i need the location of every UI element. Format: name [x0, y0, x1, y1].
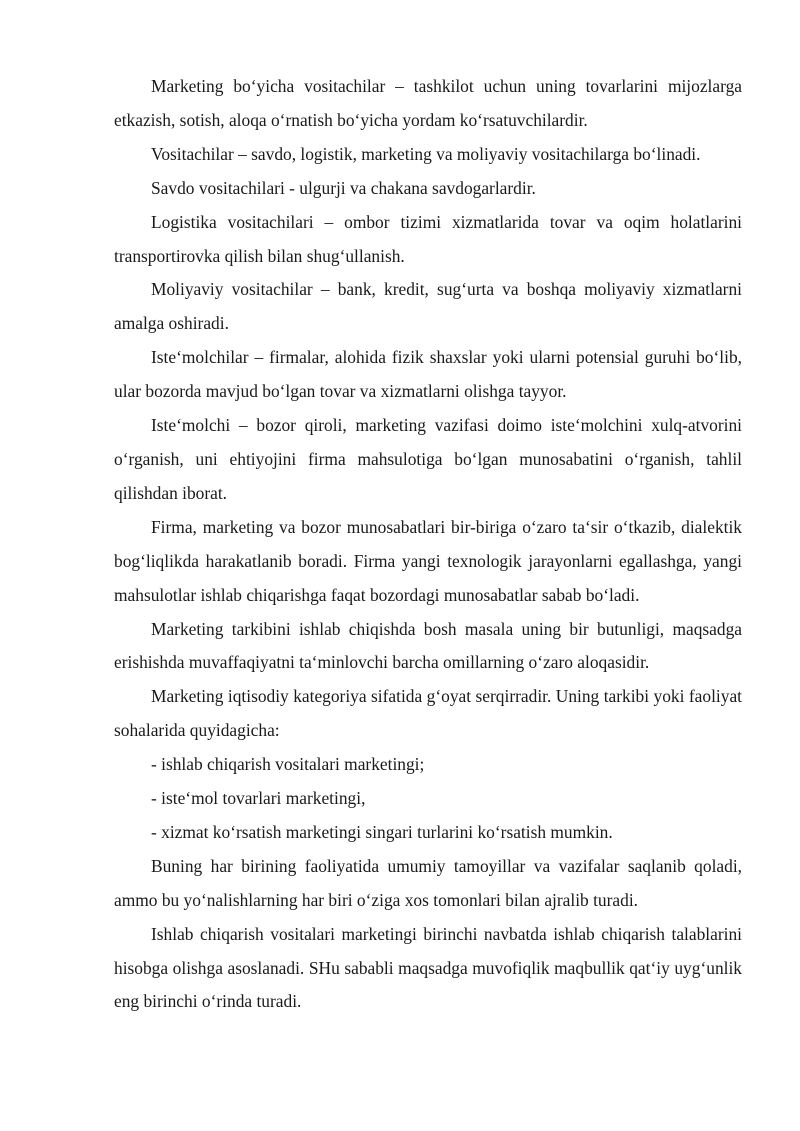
paragraph-firm-market-relations: Firma, marketing va bozor munosabatlari bir-biriga o‘zaro ta‘sir o‘tkazib, dialektik bog‘liqlikda harakatlanib boradi. Firma yangi texnologik jarayonlarni egallashga, yangi mahsulotlar ishlab chiqarishga faqat bozordagi munosabatlar sabab bo‘ladi. — [114, 516, 742, 605]
paragraph-consumers: Iste‘molchilar – firmalar, alohida fizik shaxslar yoki ularni potensial guruhi bo‘lib, ular bozorda mavjud bo‘lgan tovar va xizmatlarni olishga tayyor. — [114, 347, 742, 402]
paragraph-intermediaries-types: Vositachilar – savdo, logistik, marketing va moliyaviy vositachilarga bo‘linadi. — [151, 143, 701, 164]
list-item-consumer-goods-marketing: - iste‘mol tovarlari marketingi, — [151, 788, 366, 809]
paragraph-common-principles: Buning har birining faoliyatida umumiy tamoyillar va vazifalar saqlanib qoladi, ammo bu yo‘nalishlarning har biri o‘ziga xos tomonlari bilan ajralib turadi. — [114, 855, 742, 910]
paragraph-marketing-category: Marketing iqtisodiy kategoriya sifatida g‘oyat serqirradir. Uning tarkibi yoki faoliyat sohalarida quyidagicha: — [114, 686, 742, 741]
list-item-service-marketing: - xizmat ko‘rsatish marketingi singari turlarini ko‘rsatish mumkin. — [151, 821, 613, 842]
paragraph-financial-intermediaries: Moliyaviy vositachilar – bank, kredit, sug‘urta va boshqa moliyaviy xizmatlarni amalga oshiradi. — [114, 279, 742, 334]
list-item-production-marketing: - ishlab chiqarish vositalari marketingi; — [151, 754, 425, 775]
paragraph-intermediaries-definition: Marketing bo‘yicha vositachilar – tashkilot uchun uning tovarlarini mijozlarga etkazish, sotish, aloqa o‘rnatish bo‘yicha yordam ko‘rsatuvchilardir. — [114, 76, 742, 130]
paragraph-marketing-structure: Marketing tarkibini ishlab chiqishda bosh masala uning bir butunligi, maqsadga erishishda muvaffaqiyatni ta‘minlovchi barcha omillarning o‘zaro aloqasidir. — [114, 618, 742, 673]
paragraph-production-means-marketing: Ishlab chiqarish vositalari marketingi birinchi navbatda ishlab chiqarish talablarini hisobga olishga asoslanadi. SHu sababli maqsadga muvofiqlik maqbullik qat‘iy uyg‘unlik eng birinchi o‘rinda turadi. — [114, 923, 742, 1012]
paragraph-consumer-king: Iste‘molchi – bozor qiroli, marketing vazifasi doimo iste‘molchini xulq-atvorini o‘rganish, uni ehtiyojini firma mahsulotiga bo‘lgan munosabatini o‘rganish, tahlil qilishdan iborat. — [114, 415, 742, 503]
paragraph-logistics-intermediaries: Logistika vositachilari – ombor tizimi xizmatlarida tovar va oqim holatlarini transportirovka qilish bilan shug‘ullanish. — [114, 211, 742, 266]
paragraph-trade-intermediaries: Savdo vositachilari - ulgurji va chakana savdogarlardir. — [151, 177, 536, 198]
